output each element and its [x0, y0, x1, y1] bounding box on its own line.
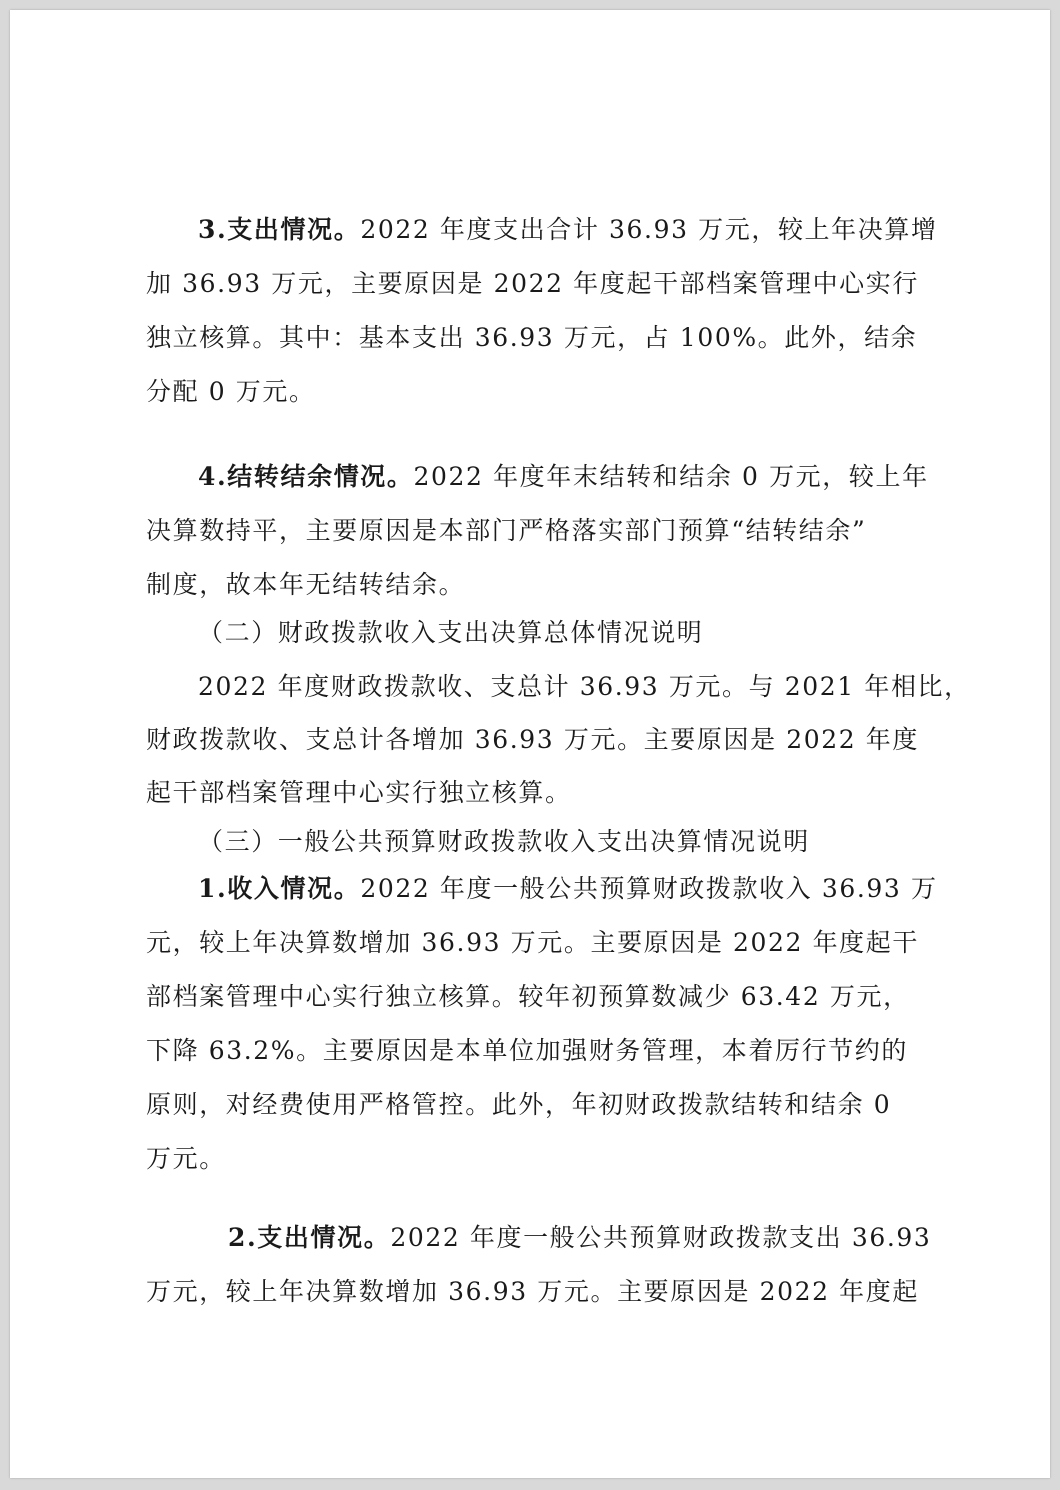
subsection-heading: （三）一般公共预算财政拨款收入支出决算情况说明: [198, 827, 810, 856]
section-heading: 1.收入情况。: [198, 874, 361, 903]
text-line: 决算数持平，主要原因是本部门严格落实部门预算“结转结余”: [146, 516, 867, 545]
text-line: 分配 0 万元。: [146, 377, 316, 406]
text-line: 下降 63.2%。主要原因是本单位加强财务管理，本着厉行节约的: [146, 1036, 908, 1065]
text-line: 2.支出情况。2022 年度一般公共预算财政拨款支出 36.93: [228, 1223, 932, 1252]
text-line: 3.支出情况。2022 年度支出合计 36.93 万元，较上年决算增: [198, 215, 938, 244]
subsection-heading: （二）财政拨款收入支出决算总体情况说明: [198, 618, 704, 647]
text-line: 原则，对经费使用严格管控。此外，年初财政拨款结转和结余 0: [146, 1090, 892, 1119]
section-heading: 3.支出情况。: [198, 215, 361, 244]
text-line: 万元。: [146, 1144, 226, 1173]
text-line: 2022 年度财政拨款收、支总计 36.93 万元。与 2021 年相比，: [198, 672, 971, 701]
section-heading: 2.支出情况。: [228, 1223, 391, 1252]
document-page: [10, 10, 1050, 1478]
section-heading: 4.结转结余情况。: [198, 462, 414, 491]
text-line: 加 36.93 万元，主要原因是 2022 年度起干部档案管理中心实行: [146, 269, 919, 298]
text-line: 起干部档案管理中心实行独立核算。: [146, 778, 572, 807]
text-line: 4.结转结余情况。2022 年度年末结转和结余 0 万元，较上年: [198, 462, 929, 491]
text-line: 财政拨款收、支总计各增加 36.93 万元。主要原因是 2022 年度: [146, 725, 919, 754]
text-line: 部档案管理中心实行独立核算。较年初预算数减少 63.42 万元，: [146, 982, 910, 1011]
text-line: 万元，较上年决算数增加 36.93 万元。主要原因是 2022 年度起: [146, 1277, 919, 1306]
text-line: 1.收入情况。2022 年度一般公共预算财政拨款收入 36.93 万: [198, 874, 938, 903]
text-line: 独立核算。其中：基本支出 36.93 万元，占 100%。此外，结余: [146, 323, 918, 352]
text-line: 元，较上年决算数增加 36.93 万元。主要原因是 2022 年度起干: [146, 928, 919, 957]
text-line: 制度，故本年无结转结余。: [146, 570, 466, 599]
